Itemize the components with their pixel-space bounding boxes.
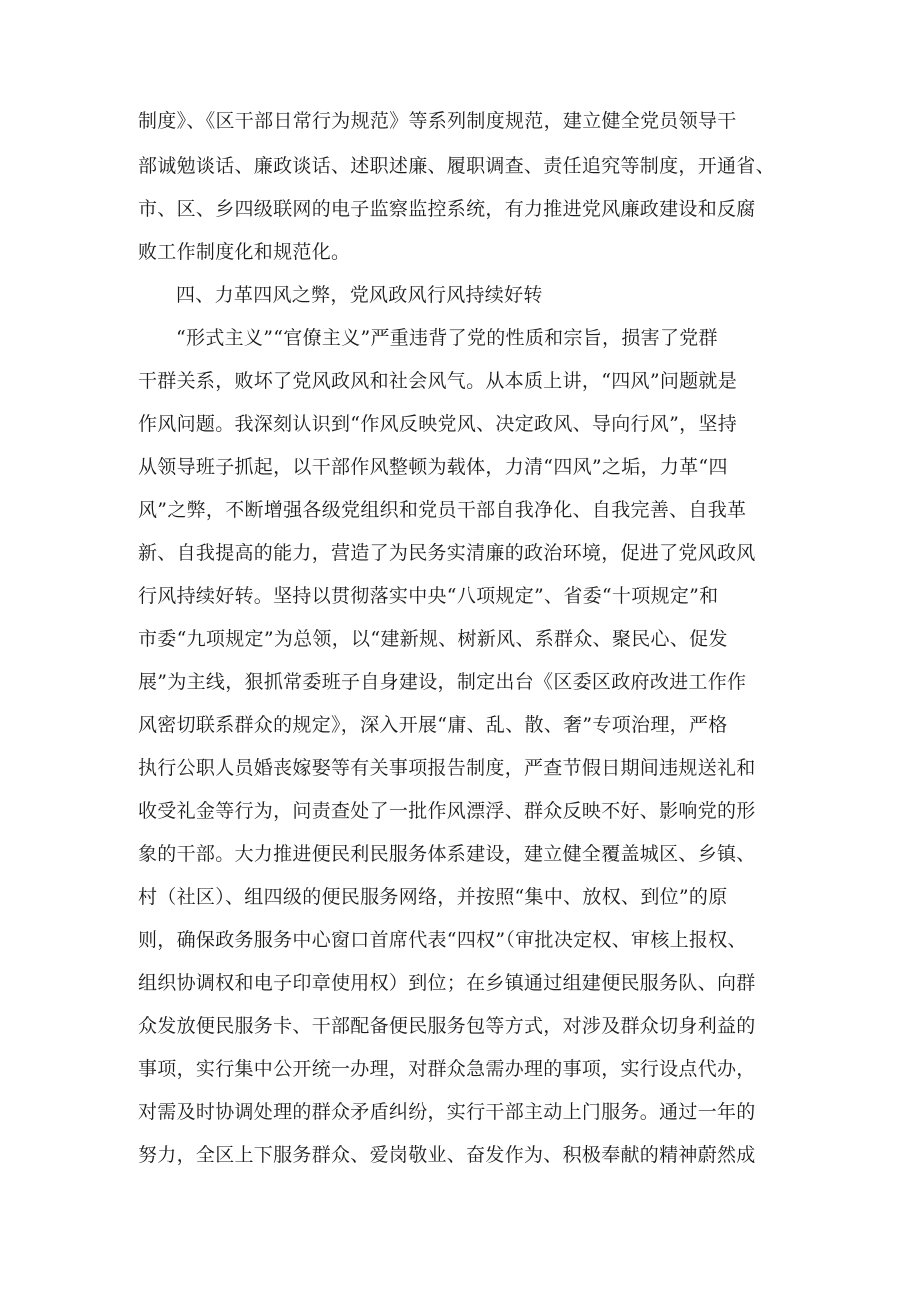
- text-line: 对需及时协调处理的群众矛盾纠纷，实行干部主动上门服务。通过一年的: [138, 1101, 756, 1123]
- text-line: 新、自我提高的能力，营造了为民务实清廉的政治环境，促进了党风政风: [138, 542, 756, 564]
- text-line: 组织协调权和电子印章使用权）到位；在乡镇通过组建便民服务队、向群: [138, 972, 756, 994]
- text-line: 展”为主线，狠抓常委班子自身建设，制定出台《区委区政府改进工作作: [138, 671, 747, 693]
- text-line: 风”之弊，不断增强各级党组织和党员干部自我净化、自我完善、自我革: [138, 499, 747, 521]
- text-line: 努力，全区上下服务群众、爱岗敬业、奋发作为、积极奉献的精神蔚然成: [138, 1144, 756, 1166]
- text-line: 从领导班子抓起，以干部作风整顿为载体，力清“四风”之垢，力革“四: [138, 456, 728, 478]
- text-line: 市委“九项规定”为总领，以“建新规、树新风、系群众、聚民心、促发: [138, 628, 728, 650]
- text-line: 风密切联系群众的规定》，深入开展“庸、乱、散、奢”专项治理，严格: [138, 714, 728, 736]
- text-line: 众发放便民服务卡、干部配备便民服务包等方式，对涉及群众切身利益的: [138, 1015, 756, 1037]
- text-line: 村（社区）、组四级的便民服务网络，并按照“集中、放权、到位”的原: [138, 886, 728, 908]
- section-heading: 四、力革四风之弊，党风政风行风持续好转: [176, 284, 543, 306]
- text-line: 部诚勉谈话、廉政谈话、述职述廉、履职调查、责任追究等制度，开通省、: [138, 155, 775, 177]
- text-line: “形式主义”“官僚主义”严重违背了党的性质和宗旨，损害了党群: [176, 327, 718, 349]
- text-line: 执行公职人员婚丧嫁娶等有关事项报告制度，严查节假日期间违规送礼和: [138, 757, 756, 779]
- text-line: 制度》、《区干部日常行为规范》等系列制度规范，建立健全党员领导干: [138, 110, 737, 132]
- text-line: 象的干部。大力推进便民利民服务体系建设，建立健全覆盖城区、乡镇、: [138, 843, 756, 865]
- text-line: 则，确保政务服务中心窗口首席代表“四权”（审批决定权、审核上报权、: [138, 929, 747, 951]
- text-line: 行风持续好转。坚持以贯彻落实中央“八项规定”、省委“十项规定”和: [138, 585, 719, 607]
- text-line: 败工作制度化和规范化。: [138, 241, 351, 263]
- text-line: 干群关系，败坏了党风政风和社会风气。从本质上讲，“四风”问题就是: [138, 370, 738, 392]
- text-line: 市、区、乡四级联网的电子监察监控系统，有力推进党风廉政建设和反腐: [138, 198, 756, 220]
- text-line: 事项，实行集中公开统一办理，对群众急需办理的事项，实行设点代办，: [138, 1058, 756, 1080]
- text-line: 作风问题。我深刻认识到“作风反映党风、决定政风、导向行风”，坚持: [138, 413, 738, 435]
- text-line: 收受礼金等行为，问责查处了一批作风漂浮、群众反映不好、影响党的形: [138, 800, 756, 822]
